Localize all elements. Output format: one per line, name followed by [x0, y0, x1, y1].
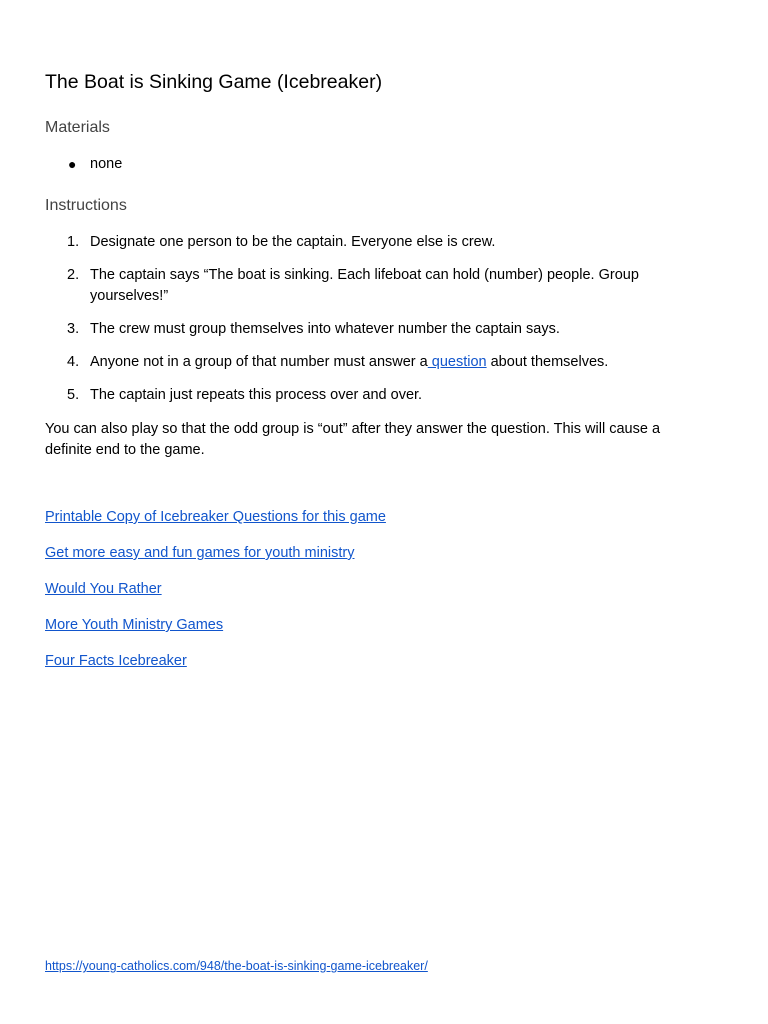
footer-url-link[interactable]: https://young-catholics.com/948/the-boat-is-sinking-game-icebreaker/	[45, 959, 428, 973]
four-facts-link[interactable]: Four Facts Icebreaker	[45, 653, 187, 669]
youth-ministry-games-link[interactable]: More Youth Ministry Games	[45, 617, 224, 633]
instruction-step-4	[45, 352, 695, 373]
instruction-step-3	[45, 319, 695, 340]
list-item	[45, 615, 386, 651]
document-title: The Boat is Sinking Game (Icebreaker)	[45, 71, 383, 93]
step-text-after: about themselves.	[486, 354, 609, 370]
step-number: 4.	[67, 354, 80, 370]
step-number: 5.	[67, 387, 80, 403]
step-text: The captain says “The boat is sinking. Each lifeboat can hold (number) people. Group yourselves!”	[90, 267, 639, 304]
instruction-step-5	[45, 385, 695, 406]
instruction-step-2	[45, 265, 695, 307]
instruction-step-1	[45, 232, 695, 253]
would-you-rather-link[interactable]: Would You Rather	[45, 581, 162, 597]
materials-list	[45, 154, 122, 174]
bullet-icon: ●	[68, 156, 77, 172]
list-item	[45, 543, 386, 579]
list-item	[45, 651, 386, 687]
instructions-heading: Instructions	[45, 197, 127, 214]
step-text: The captain just repeats this process over and over.	[90, 387, 423, 403]
list-item	[45, 579, 386, 615]
step-number: 1.	[67, 234, 80, 250]
step-number: 3.	[67, 321, 80, 337]
instructions-list	[45, 232, 695, 418]
list-item	[45, 154, 122, 174]
note-paragraph: You can also play so that the odd group is “out” after they answer the question. This will cause a definite end to the game.	[45, 421, 661, 458]
step-text-before: Anyone not in a group of that number must answer a	[90, 354, 428, 370]
step-text: Designate one person to be the captain. Everyone else is crew.	[90, 234, 496, 250]
step-text: The crew must group themselves into whatever number the captain says.	[90, 321, 560, 337]
step-number: 2.	[67, 267, 80, 283]
printable-questions-link[interactable]: Printable Copy of Icebreaker Questions for this game	[45, 509, 386, 525]
more-games-link[interactable]: Get more easy and fun games for youth ministry	[45, 545, 355, 561]
related-links	[45, 507, 386, 687]
materials-item-label: none	[90, 156, 123, 172]
materials-heading: Materials	[45, 119, 110, 136]
question-link[interactable]: question	[427, 354, 487, 370]
list-item	[45, 507, 386, 543]
